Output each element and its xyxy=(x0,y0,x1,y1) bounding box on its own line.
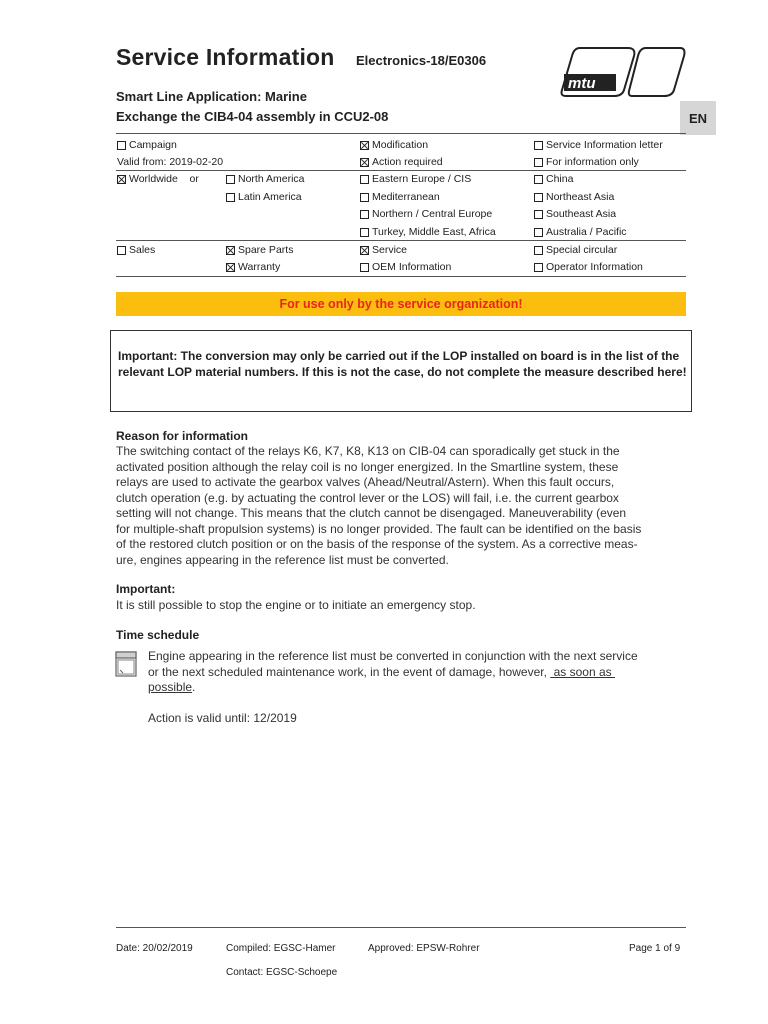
checkbox-icon[interactable] xyxy=(534,158,543,167)
reason-body: The switching contact of the relays K6, K7, K8, K13 on CIB-04 can sporadically get stuck in the activated position although the relay coil is no longer energized. In the Smartline system, these relays are used to activate the gearbox valves (Ahead/Neutral/Astern). When this fault occurs, clutch operation (e.g. by actuating the control lever or the LOS) will fail, i.e. the current gearbox setting will not change. This means that the clutch cannot be disengaged. Maneuverability (even for multiple-shaft propulsion systems) is no longer provided. The fault can be identified on the basis of the restored clutch position or on the basis of the response of the system. As a corrective meas- ure, engines appearing in the reference list must be converted. xyxy=(116,444,642,567)
option-northern-europe[interactable]: Northern / Central Europe xyxy=(360,207,492,221)
application-line: Smart Line Application: Marine xyxy=(116,89,307,104)
checkbox-icon[interactable] xyxy=(360,210,369,219)
checkbox-icon[interactable] xyxy=(360,175,369,184)
footer-contact: Contact: EGSC-Schoepe xyxy=(226,967,338,978)
page-title: Service Information xyxy=(116,44,335,70)
option-worldwide[interactable]: Worldwide or xyxy=(117,172,199,186)
checkbox-icon[interactable] xyxy=(534,246,543,255)
checkbox-icon[interactable] xyxy=(534,193,543,202)
checkbox-icon[interactable] xyxy=(226,175,235,184)
important-notice-text: Important: The conversion may only be carried out if the LOP installed on board is in the list of the relevant LOP material numbers. If this is not the case, do not complete the measure described here! xyxy=(118,349,687,379)
mtu-logo xyxy=(558,44,688,100)
option-sales[interactable]: Sales xyxy=(117,243,155,257)
calendar-icon xyxy=(115,651,137,677)
checkbox-icon[interactable] xyxy=(360,228,369,237)
reason-heading: Reason for information xyxy=(116,429,249,443)
checkbox-icon[interactable] xyxy=(534,263,543,272)
checkbox-icon[interactable] xyxy=(534,228,543,237)
checkbox-icon[interactable] xyxy=(534,210,543,219)
checkbox-icon[interactable] xyxy=(117,246,126,255)
service-only-banner: For use only by the service organization! xyxy=(116,292,686,316)
time-schedule-heading: Time schedule xyxy=(116,628,200,642)
option-turkey[interactable]: Turkey, Middle East, Africa xyxy=(360,225,496,239)
option-southeast-asia[interactable]: Southeast Asia xyxy=(534,207,616,221)
svg-text:mtu: mtu xyxy=(568,75,596,92)
footer-compiled: Compiled: EGSC-Hamer xyxy=(226,943,336,954)
option-mediterranean[interactable]: Mediterranean xyxy=(360,190,440,204)
option-modification[interactable]: Modification xyxy=(360,138,428,152)
option-warranty[interactable]: Warranty xyxy=(226,260,280,274)
checked-checkbox-icon[interactable] xyxy=(117,175,126,184)
time-schedule-text: Engine appearing in the reference list must be converted in conjunction with the next service or the next scheduled maintenance work, in the event of damage, however, as soon as possible. xyxy=(148,649,638,694)
document-number: Electronics-18/E0306 xyxy=(356,53,487,68)
divider xyxy=(116,170,686,171)
checked-checkbox-icon[interactable] xyxy=(226,246,235,255)
option-eastern-europe[interactable]: Eastern Europe / CIS xyxy=(360,172,471,186)
option-australia[interactable]: Australia / Pacific xyxy=(534,225,627,239)
option-spare-parts[interactable]: Spare Parts xyxy=(226,243,293,257)
divider xyxy=(116,133,686,134)
footer-date: Date: 20/02/2019 xyxy=(116,943,193,954)
option-oem[interactable]: OEM Information xyxy=(360,260,451,274)
valid-from: Valid from: 2019-02-20 xyxy=(117,156,224,168)
option-operator-info[interactable]: Operator Information xyxy=(534,260,643,274)
checked-checkbox-icon[interactable] xyxy=(360,158,369,167)
option-service-letter[interactable]: Service Information letter xyxy=(534,138,663,152)
checkbox-icon[interactable] xyxy=(360,263,369,272)
option-campaign[interactable]: Campaign xyxy=(117,138,177,152)
language-badge: EN xyxy=(680,101,716,135)
option-special-circular[interactable]: Special circular xyxy=(534,243,617,257)
footer-page: Page 1 of 9 xyxy=(629,943,681,954)
valid-until: Action is valid until: 12/2019 xyxy=(148,711,297,725)
option-service[interactable]: Service xyxy=(360,243,407,257)
option-northeast-asia[interactable]: Northeast Asia xyxy=(534,190,614,204)
checked-checkbox-icon[interactable] xyxy=(360,141,369,150)
checkbox-icon[interactable] xyxy=(117,141,126,150)
checkbox-icon[interactable] xyxy=(534,175,543,184)
footer-divider xyxy=(116,927,686,928)
divider xyxy=(116,276,686,277)
checked-checkbox-icon[interactable] xyxy=(360,246,369,255)
footer-approved: Approved: EPSW-Rohrer xyxy=(368,943,480,954)
subject-line: Exchange the CIB4-04 assembly in CCU2-08 xyxy=(116,109,389,124)
option-north-america[interactable]: North America xyxy=(226,172,305,186)
important-heading: Important: xyxy=(116,582,176,596)
checkbox-icon[interactable] xyxy=(534,141,543,150)
checked-checkbox-icon[interactable] xyxy=(226,263,235,272)
option-info-only[interactable]: For information only xyxy=(534,155,639,169)
option-china[interactable]: China xyxy=(534,172,573,186)
divider xyxy=(116,240,686,241)
important-text: It is still possible to stop the engine or to initiate an emergency stop. xyxy=(116,598,476,612)
option-action-required[interactable]: Action required xyxy=(360,155,443,169)
checkbox-icon[interactable] xyxy=(360,193,369,202)
option-latin-america[interactable]: Latin America xyxy=(226,190,302,204)
checkbox-icon[interactable] xyxy=(226,193,235,202)
